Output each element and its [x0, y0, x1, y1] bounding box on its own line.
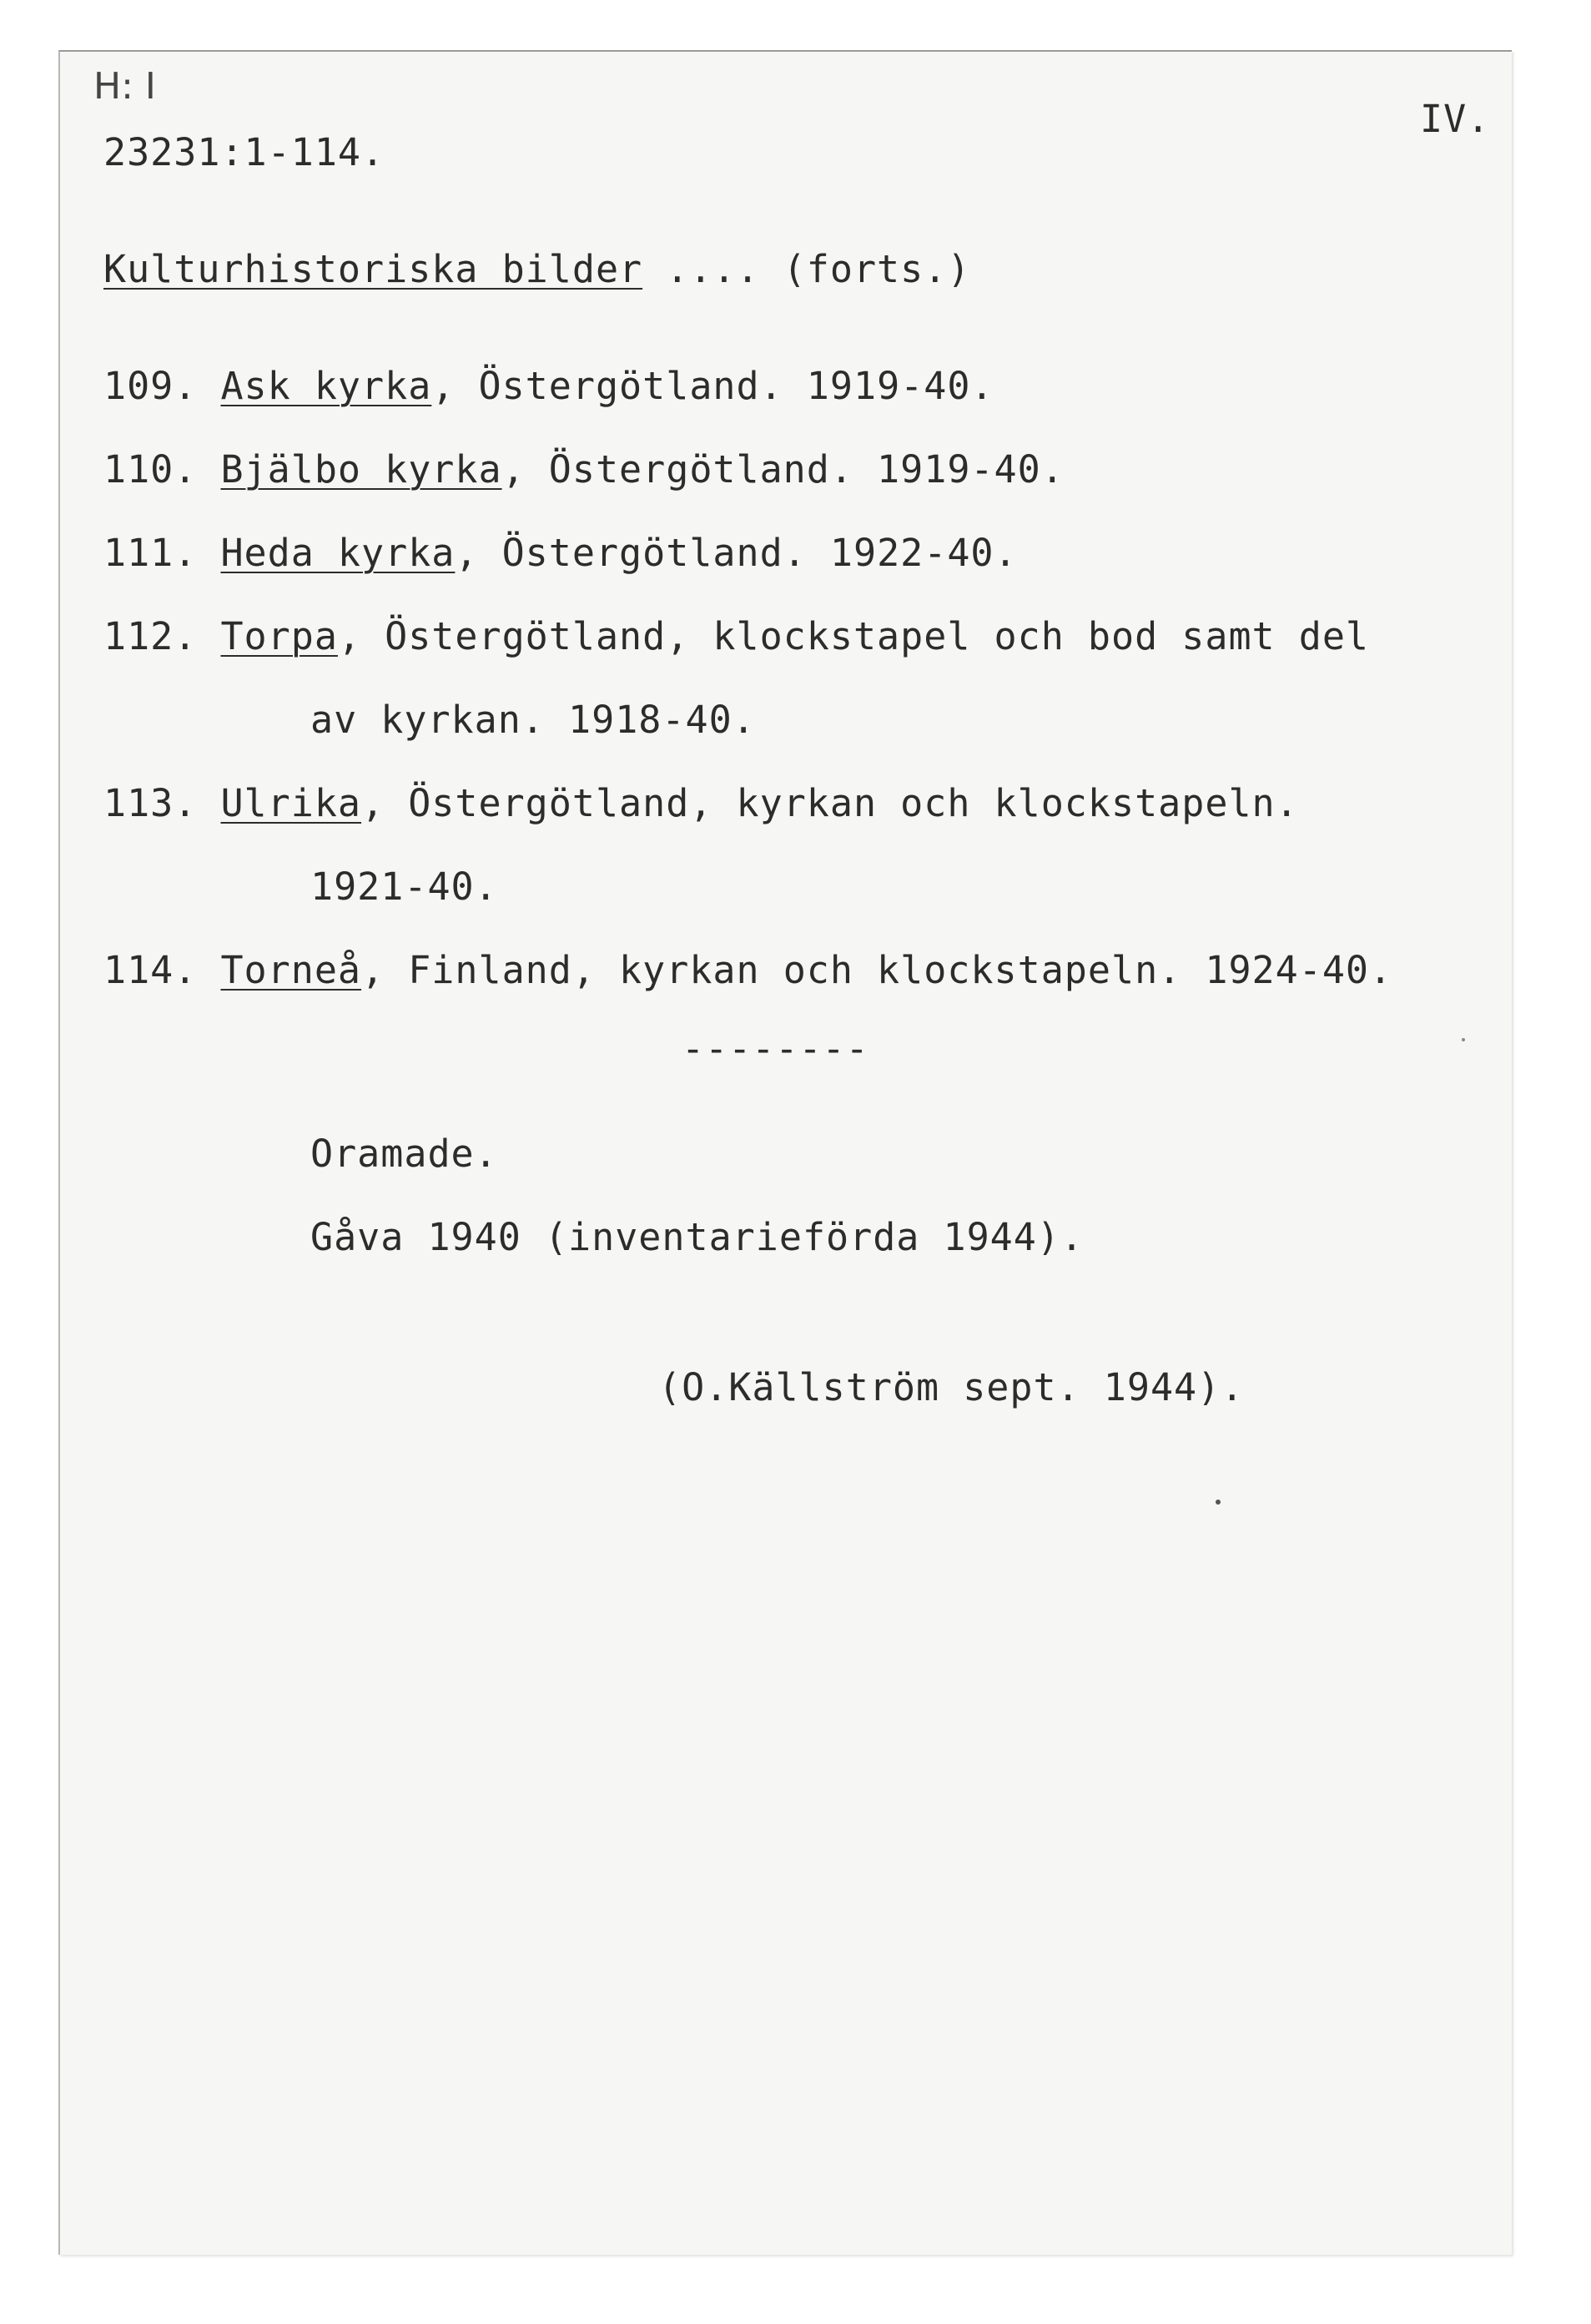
heading-title: Kulturhistoriska bilder [103, 247, 643, 291]
entry-text: , Östergötland. 1922-40. [455, 531, 1018, 575]
heading [103, 247, 971, 291]
entry-row [103, 531, 1018, 575]
note-line: Gåva 1940 (inventarieförda 1944). [310, 1215, 1085, 1259]
entry-number: 113. [103, 781, 198, 825]
signature: (O.Källström sept. 1944). [658, 1365, 1245, 1409]
entry-row [103, 614, 1369, 658]
handwritten-mark: H: I [93, 65, 156, 108]
catalog-card [58, 50, 1512, 2255]
entry-number: 110. [103, 447, 198, 492]
entry-number: 111. [103, 531, 198, 575]
entry-place: Ulrika [220, 781, 362, 825]
paper-speck [1216, 1500, 1221, 1505]
entry-number: 114. [103, 948, 198, 992]
entry-row [103, 364, 994, 408]
roman-numeral: IV. [1420, 97, 1491, 141]
entry-text: , Östergötland, kyrkan och klockstapeln. [361, 781, 1299, 825]
call-number: 23231:1-114. [103, 130, 385, 174]
note-line: Oramade. [310, 1132, 498, 1176]
entry-text: , Östergötland, klockstapel och bod samt del [337, 614, 1369, 658]
entry-place: Torneå [220, 948, 362, 992]
entry-continuation: 1921-40. [310, 865, 498, 909]
paper-speck [1462, 1038, 1465, 1041]
entry-number: 112. [103, 614, 198, 658]
entry-place: Heda kyrka [220, 531, 456, 575]
entry-row [103, 447, 1065, 492]
entry-place: Bjälbo kyrka [220, 447, 502, 492]
entry-number: 109. [103, 364, 198, 408]
entry-row [103, 781, 1299, 825]
entry-text: , Finland, kyrkan och klockstapeln. 1924-40. [361, 948, 1393, 992]
entry-place: Torpa [220, 614, 338, 658]
entry-place: Ask kyrka [220, 364, 432, 408]
heading-suffix: .... (forts.) [642, 247, 971, 291]
entry-continuation: av kyrkan. 1918-40. [310, 698, 756, 742]
entry-text: , Östergötland. 1919-40. [501, 447, 1065, 492]
entry-row [103, 948, 1393, 992]
entry-text: , Östergötland. 1919-40. [431, 364, 994, 408]
separator: -------- [682, 1026, 869, 1071]
